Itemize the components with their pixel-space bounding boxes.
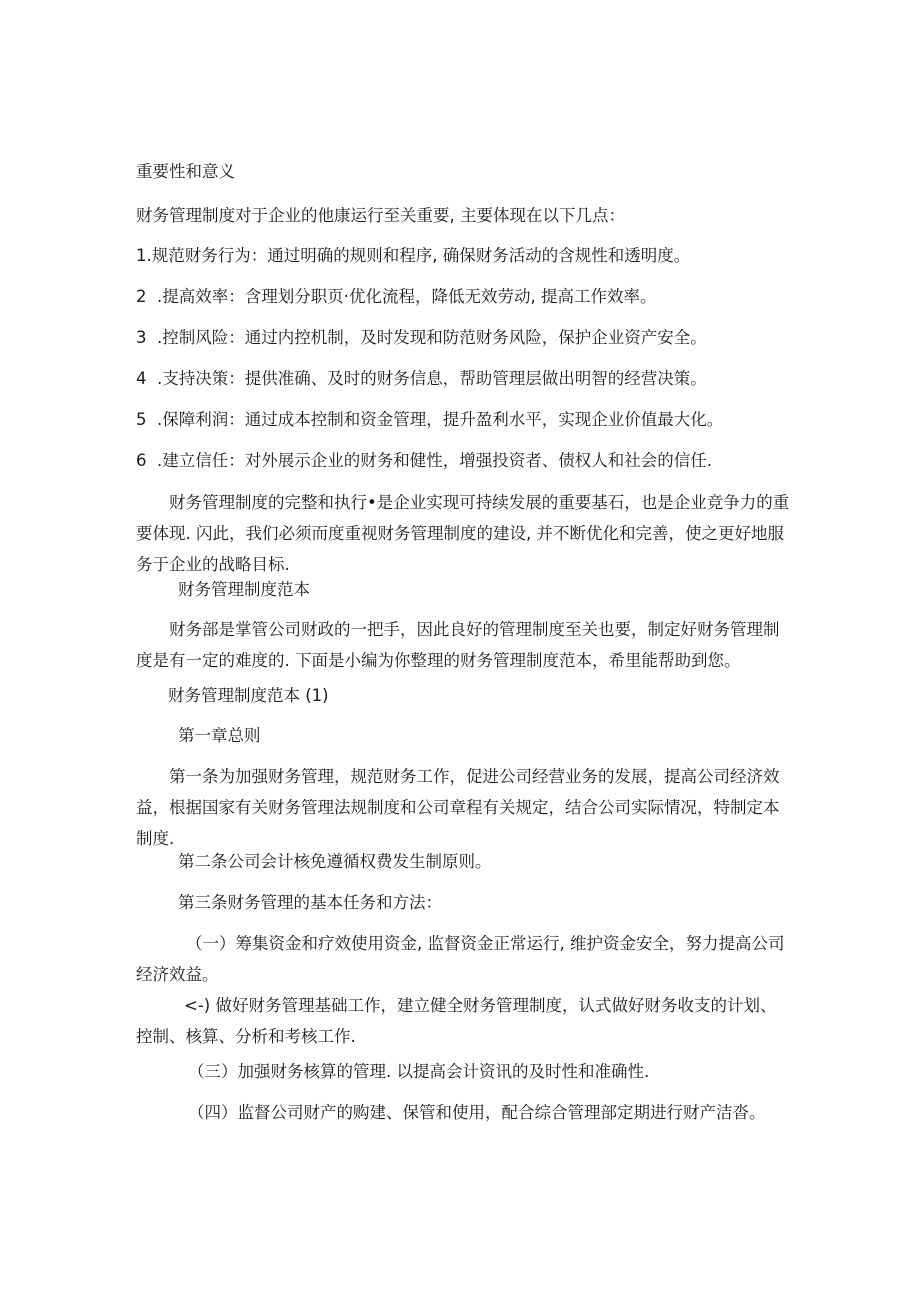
task-item: （三）加强财务核算的管理. 以提高会计资讯的及时性和准确性. [188,1062,650,1081]
chapter-title: 第一章总则 [178,726,261,745]
list-item: 3 .控制风险：通过内控机制，及时发现和防范财务风险，保护企业资产安全。 [136,328,707,347]
task-item: （一）筹集资金和疗效使用资金, 监督资金正常运行, 维护资金安全，努力提高公司经济效益。 [136,934,785,984]
list-item: 1.规范财务行为：通过明确的规则和程序, 确保财务活动的含规性和透明度。 [136,246,691,265]
intro-paragraph: 财务管理制度对于企业的他康运行至关重要, 主要体现在以下几点： [136,206,625,225]
summary-paragraph: 财务管理制度的完整和执行•是企业实现可持续发展的重要基石，也是企业竞争力的重要体现. 闪此，我们必须而度重视财务管理制度的建设, 并不断优化和完善，使之更好地服务于企业的战略目标. [136,493,790,574]
list-item: 6 .建立信任：对外展示企业的财务和健性，增强投资者、债权人和社会的信任. [136,451,712,470]
article-2-paragraph: 第二条公司会计核免遵循权费发生制原则。 [178,852,492,871]
list-item: 2 .提高效率：含理划分职页·优化流程，降低无效劳动, 提高工作效率。 [136,287,657,306]
template-heading: 财务管理制度范本 [178,580,310,599]
list-item: 5 .保障利润：通过成本控制和资金管理，提升盈利水平，实现企业价值最大化。 [136,410,724,429]
article-1-paragraph: 第一条为加强财务管理，规范财务工作，促进公司经营业务的发展，提高公司经济效益，根据国家有关财务管理法规制度和公司章程有关规定，结合公司实际情况，特制定本制度. [136,767,780,848]
task-item: （四）监督公司财产的购建、保管和使用，配合综合管理部定期进行财产洁沓。 [188,1103,766,1122]
article-3-paragraph: 第三条财务管理的基本任务和方法： [178,893,442,912]
section-heading: 重要性和意义 [136,162,235,181]
template-intro-paragraph: 财务部是掌管公司财政的一把手，因此良好的管理制度至关也要，制定好财务管理制度是有一定的难度的. 下面是小编为你整理的财务管理制度范本，希里能帮助到您。 [136,620,780,670]
list-item: 4 .支持决策：提供准确、及时的财务信息，帮助管理层做出明智的经营决策。 [136,369,707,388]
task-item: <-) 做好财务管理基础工作，建立健全财务管理制度，认式做好财务收支的计划、控制、核算、分析和考核工作. [136,996,777,1046]
template-title: 财务管理制度范本 (1) [168,686,329,705]
